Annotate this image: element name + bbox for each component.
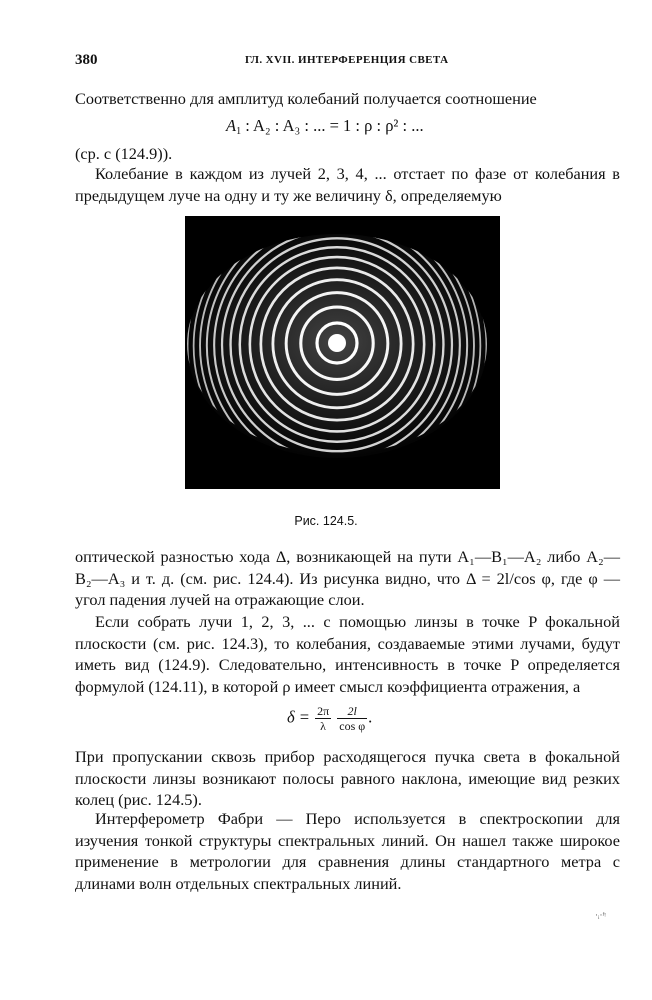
page-number: 380 [75, 52, 98, 68]
delta-formula [287, 704, 372, 733]
amplitude-ratio-formula: $A_1$ : A₂ : A₃ : ... = 1 : ρ : ρ² : ... [226, 116, 424, 137]
interference-rings-image [185, 216, 500, 489]
page-header [75, 52, 622, 72]
formula-ratio-rest: : A₂ : A₃ : ... = 1 : ρ : ρ² : ... [245, 116, 424, 135]
intro-line: Соответственно для амплитуд колебаний получается соотношение [75, 89, 537, 108]
delta-lhs: δ = [287, 707, 310, 727]
scan-specks: ·ᵢ·ᶠᵎ [595, 910, 606, 920]
path-difference-paragraph: оптической разностью хода Δ, возникающей на пути A₁—B₁—A₂ либо A₂—B₂—A₃ и т. д. (см. рис. 124.4). Из рисунка видно, что Δ = 2l/cos φ, где φ — угол падения лучей на отражающие слои. [75, 547, 620, 609]
fraction-2l-cosphi [337, 704, 367, 733]
figure-caption: Рис. 124.5. [294, 514, 358, 528]
fabry-perot-usage-paragraph: Интерферометр Фабри — Перо используется в спектроскопии для изучения тонкой структуры спектральных линий. Он нашел также широкое применение в метрологии для сравнения длины стандартного метра с длинами волн отдельных спектральных линий. [75, 809, 620, 893]
fabry-perot-rings-photo [185, 216, 500, 489]
lens-focus-paragraph: Если собрать лучи 1, 2, 3, ... с помощью линзы в точке P фокальной плоскости (см. рис. 124.3), то колебания, создаваемые этими лучами, будут иметь вид (124.9). Следовательно, интенсивность в точке P определяется формулой (124.11), в которой ρ имеет смысл коэффициента отражения, а [75, 612, 620, 696]
reference-line: (ср. с (124.9)). [75, 144, 173, 163]
fraction-num-2l: 2l [337, 704, 367, 719]
running-title: ГЛ. XVII. ИНТЕРФЕРЕНЦИЯ СВЕТА [245, 54, 449, 66]
formula-a1: A [226, 116, 237, 135]
fraction-den-lambda: λ [320, 719, 326, 733]
ring-formation-paragraph: При пропускании сквозь прибор расходящегося пучка света в фокальной плоскости линзы возникают полосы равного наклона, имеющие вид резких колец (рис. 124.5). [75, 747, 620, 809]
phase-paragraph: Колебание в каждом из лучей 2, 3, 4, ... отстает по фазе от колебания в предыдущем луче на одну и ту же величину δ, определяемую [75, 164, 620, 205]
fraction-2pi-lambda [315, 704, 331, 733]
fraction-den-cosphi: cos φ [339, 719, 366, 733]
delta-end: . [368, 707, 373, 727]
fraction-num-2pi: 2π [317, 704, 330, 718]
